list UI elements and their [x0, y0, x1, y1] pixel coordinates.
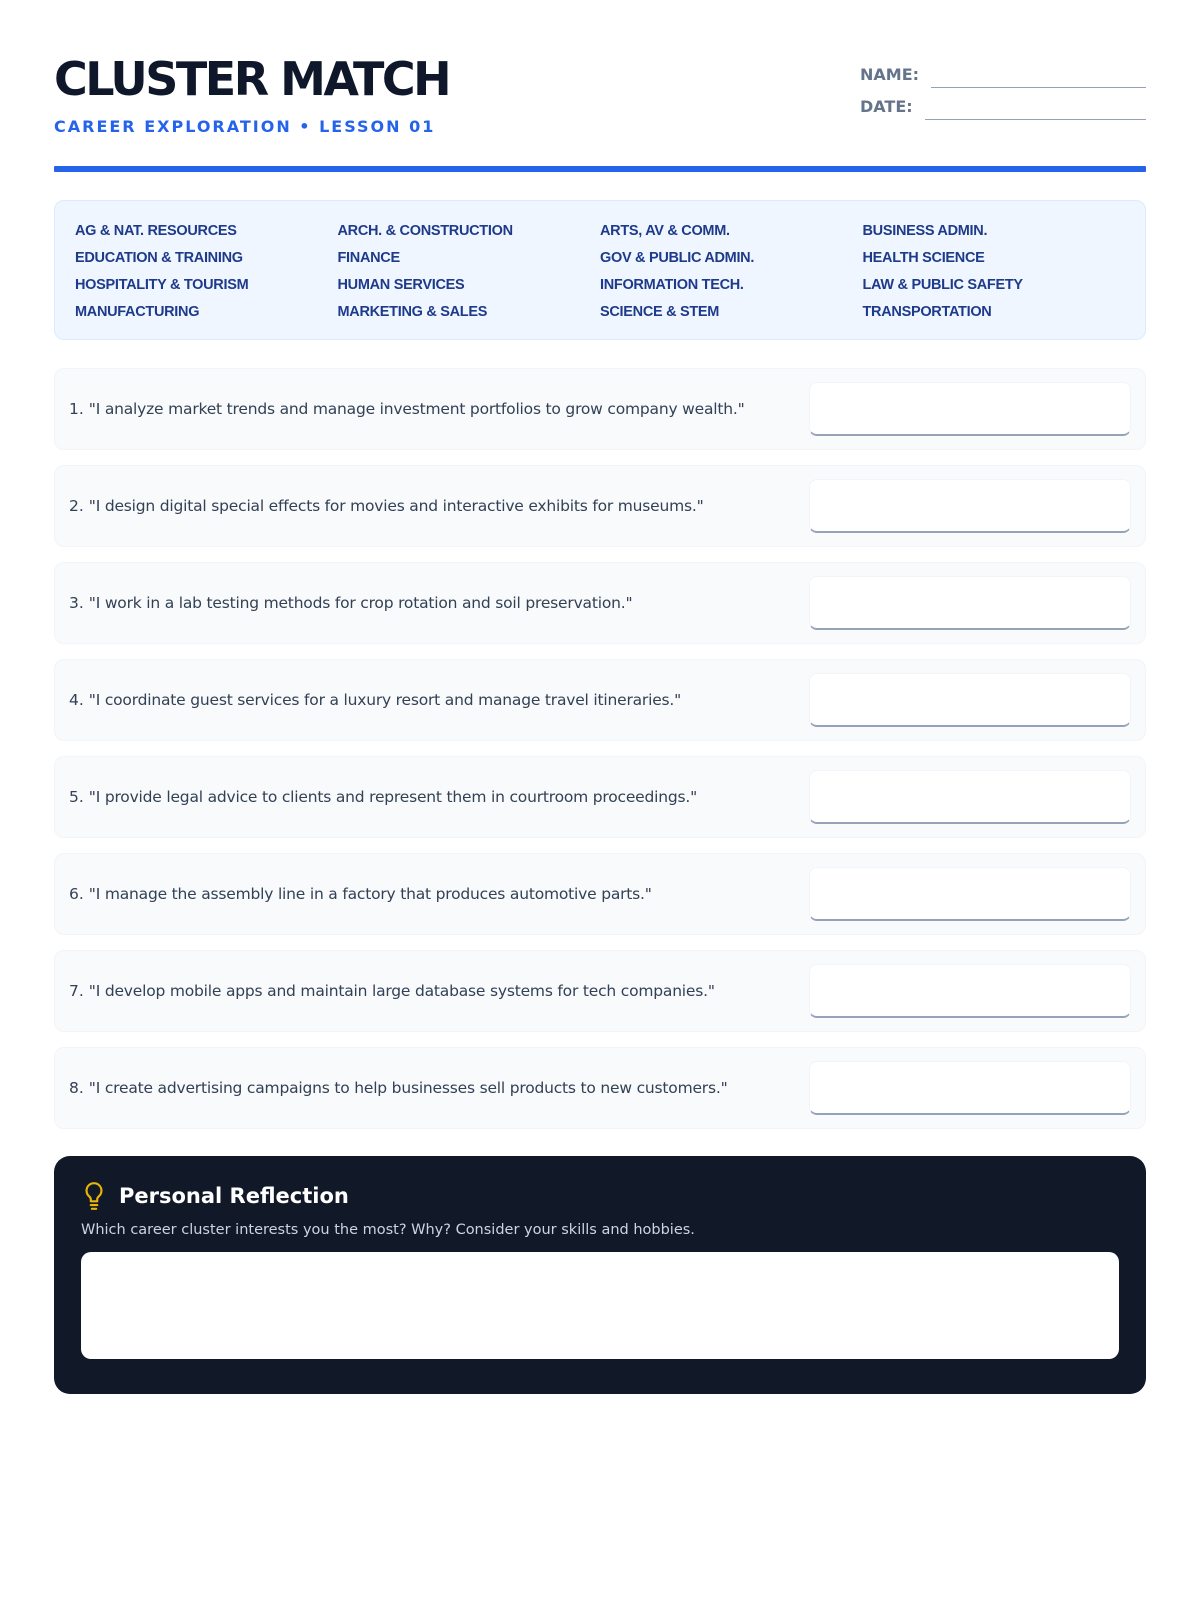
name-label: NAME:: [860, 65, 920, 84]
cluster-item: GOV & PUBLIC ADMIN.: [600, 250, 755, 266]
cluster-item: LAW & PUBLIC SAFETY: [862, 277, 1023, 293]
header: [54, 0, 1146, 172]
question-number: 4.: [69, 691, 84, 709]
cluster-item: MANUFACTURING: [75, 304, 200, 320]
answer-field[interactable]: [809, 673, 1131, 727]
question-number: 2.: [69, 497, 84, 515]
answer-field[interactable]: [809, 770, 1131, 824]
question-row: [54, 756, 1146, 838]
question-text: "I design digital special effects for movies and interactive exhibits for museums.": [88, 497, 704, 515]
question-row: [54, 368, 1146, 450]
answer-field[interactable]: [809, 867, 1131, 921]
question-number: 8.: [69, 1079, 84, 1097]
worksheet: [54, 0, 1146, 1394]
cluster-item: SCIENCE & STEM: [600, 304, 720, 320]
cluster-item: INFORMATION TECH.: [600, 277, 744, 293]
question-number: 1.: [69, 400, 84, 418]
question-number: 6.: [69, 885, 84, 903]
page-subtitle: CAREER EXPLORATION • LESSON 01: [54, 117, 436, 136]
question-text: "I coordinate guest services for a luxury resort and manage travel itineraries.": [88, 691, 682, 709]
date-label: DATE:: [860, 97, 913, 116]
name-field[interactable]: [931, 63, 1146, 88]
question-text: "I work in a lab testing methods for crop rotation and soil preservation.": [88, 594, 633, 612]
question-list: [54, 368, 1146, 1129]
date-field[interactable]: [925, 95, 1146, 120]
reflection-panel: [54, 1156, 1146, 1394]
reflection-prompt: Which career cluster interests you the most? Why? Consider your skills and hobbies.: [81, 1222, 695, 1238]
question-row: [54, 562, 1146, 644]
cluster-item: FINANCE: [337, 250, 400, 266]
date-row: [860, 88, 1146, 120]
cluster-item: AG & NAT. RESOURCES: [75, 223, 237, 239]
reflection-answer-field[interactable]: [81, 1252, 1119, 1359]
answer-field[interactable]: [809, 964, 1131, 1018]
question-row: [54, 659, 1146, 741]
question-number: 7.: [69, 982, 84, 1000]
cluster-item: MARKETING & SALES: [337, 304, 488, 320]
cluster-item: BUSINESS ADMIN.: [862, 223, 988, 239]
lightbulb-icon: [81, 1181, 107, 1211]
question-number: 3.: [69, 594, 84, 612]
student-info: [860, 56, 1146, 120]
cluster-item: EDUCATION & TRAINING: [75, 250, 243, 266]
answer-field[interactable]: [809, 382, 1131, 436]
cluster-item: TRANSPORTATION: [862, 304, 992, 320]
page-title: CLUSTER MATCH: [54, 52, 450, 106]
answer-field[interactable]: [809, 576, 1131, 630]
question-text: "I provide legal advice to clients and represent them in courtroom proceedings.": [88, 788, 698, 806]
question-text: "I develop mobile apps and maintain large database systems for tech companies.": [88, 982, 715, 1000]
answer-field[interactable]: [809, 1061, 1131, 1115]
cluster-item: HUMAN SERVICES: [337, 277, 465, 293]
reflection-header: [81, 1180, 1119, 1212]
reflection-title: Personal Reflection: [119, 1184, 349, 1208]
question-row: [54, 1047, 1146, 1129]
header-divider: [54, 166, 1146, 172]
question-text: "I create advertising campaigns to help businesses sell products to new customers.": [88, 1079, 728, 1097]
question-row: [54, 853, 1146, 935]
answer-field[interactable]: [809, 479, 1131, 533]
question-number: 5.: [69, 788, 84, 806]
cluster-item: HOSPITALITY & TOURISM: [75, 277, 249, 293]
name-row: [860, 56, 1146, 88]
question-row: [54, 950, 1146, 1032]
cluster-item: ARCH. & CONSTRUCTION: [337, 223, 513, 239]
cluster-word-bank: [54, 200, 1146, 340]
question-text: "I manage the assembly line in a factory that produces automotive parts.": [88, 885, 652, 903]
question-row: [54, 465, 1146, 547]
cluster-item: HEALTH SCIENCE: [862, 250, 985, 266]
cluster-item: ARTS, AV & COMM.: [600, 223, 730, 239]
question-text: "I analyze market trends and manage investment portfolios to grow company wealth.": [88, 400, 745, 418]
